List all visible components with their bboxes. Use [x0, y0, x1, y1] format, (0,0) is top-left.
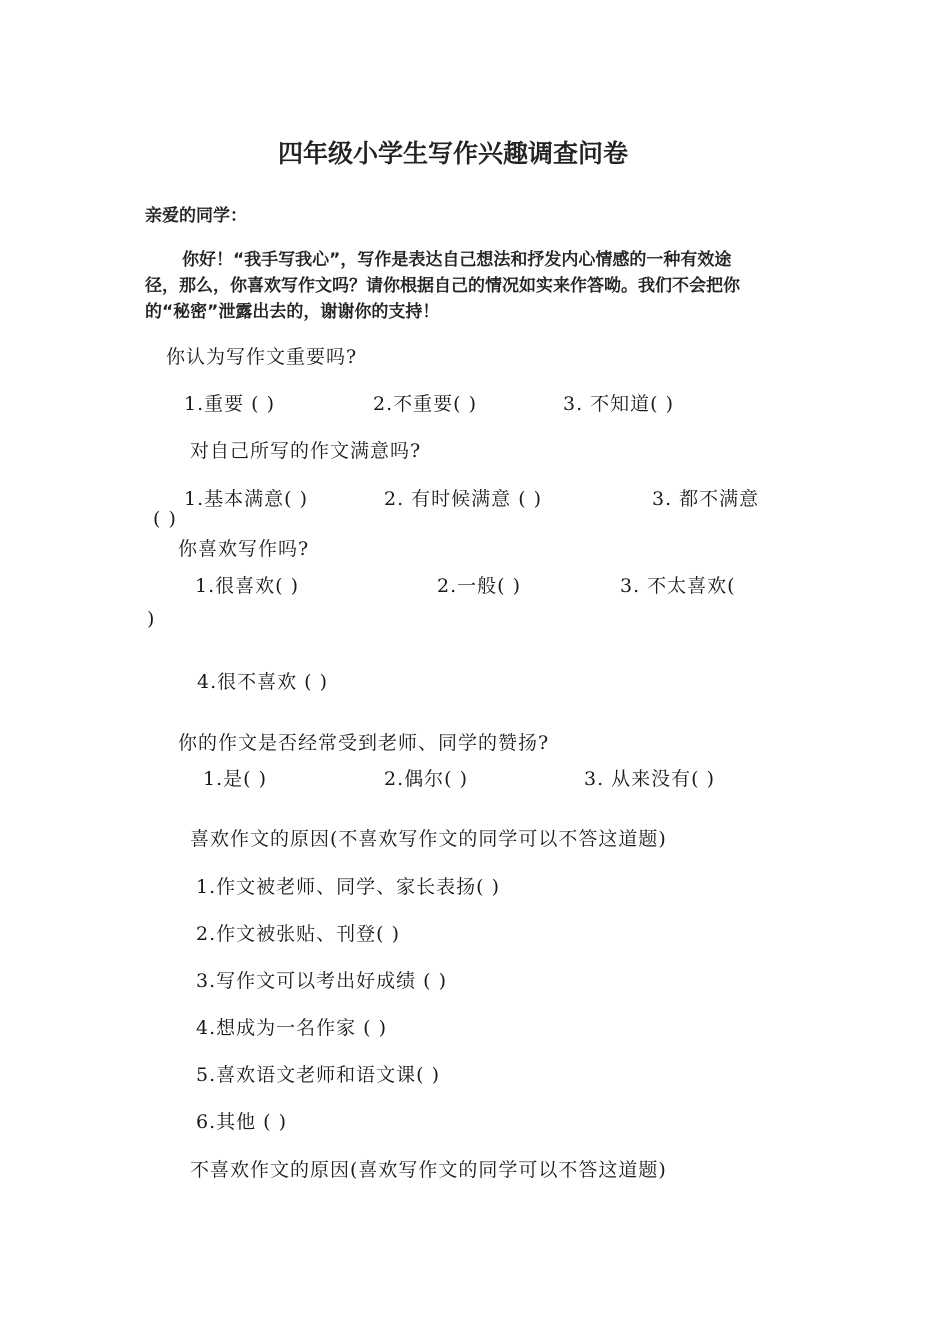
intro-line-1: 你好！“我手写我心”，写作是表达自己想法和抒发内心情感的一种有效途: [182, 250, 732, 270]
question-3: 你喜欢写作吗?: [178, 538, 310, 560]
q3-option-3-paren: ): [147, 608, 156, 630]
q2-option-2: 2. 有时候满意 ( ): [384, 488, 543, 510]
q2-option-1: 1.基本满意( ): [184, 488, 308, 510]
question-4: 你的作文是否经常受到老师、同学的赞扬?: [178, 732, 550, 754]
q4-option-3: 3. 从来没有( ): [584, 768, 716, 790]
q5-option-1: 1.作文被老师、同学、家长表扬( ): [196, 876, 500, 898]
q5-option-5: 5.喜欢语文老师和语文课( ): [196, 1064, 440, 1086]
intro-line-3: 的“秘密”泄露出去的，谢谢你的支持！: [145, 302, 440, 322]
q3-option-2: 2.一般( ): [437, 575, 521, 597]
q4-option-1: 1.是( ): [203, 768, 267, 790]
q5-option-2: 2.作文被张贴、刊登( ): [196, 923, 400, 945]
q5-option-4: 4.想成为一名作家 ( ): [196, 1017, 388, 1039]
q5-option-6: 6.其他 ( ): [196, 1111, 288, 1133]
q3-option-3: 3. 不太喜欢(: [620, 575, 736, 597]
page-title: 四年级小学生写作兴趣调查问卷: [277, 139, 628, 168]
q1-option-3: 3. 不知道( ): [563, 393, 675, 415]
question-6: 不喜欢作文的原因(喜欢写作文的同学可以不答这道题): [190, 1159, 667, 1181]
q4-option-2: 2.偶尔( ): [384, 768, 468, 790]
question-2: 对自己所写的作文满意吗?: [190, 440, 422, 462]
q5-option-3: 3.写作文可以考出好成绩 ( ): [196, 970, 448, 992]
q1-option-1: 1.重要 ( ): [184, 393, 276, 415]
q2-option-3-paren: ( ): [153, 508, 177, 530]
q3-option-1: 1.很喜欢( ): [195, 575, 299, 597]
intro-line-2: 径，那么，你喜欢写作文吗？请你根据自己的情况如实来作答呦。我们不会把你: [145, 276, 740, 296]
q1-option-2: 2.不重要( ): [373, 393, 477, 415]
q2-option-3: 3. 都不满意: [652, 488, 760, 510]
question-1: 你认为写作文重要吗?: [166, 346, 358, 368]
q3-option-4: 4.很不喜欢 ( ): [197, 671, 329, 693]
greeting: 亲爱的同学：: [145, 206, 247, 226]
question-5: 喜欢作文的原因(不喜欢写作文的同学可以不答这道题): [190, 828, 667, 850]
